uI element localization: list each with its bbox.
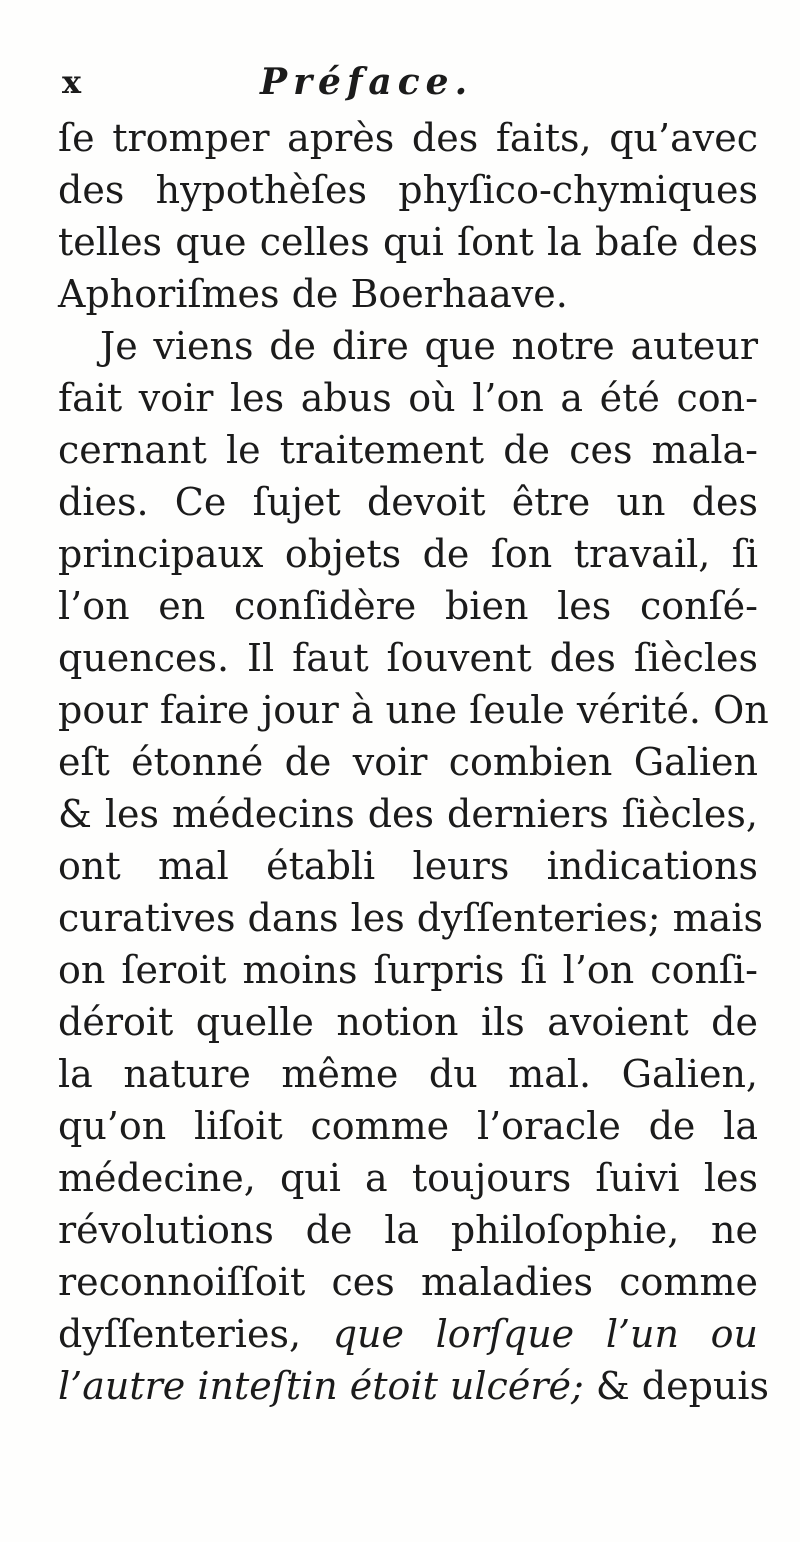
text-line: dies. Ce ſujet devoit être un des <box>58 480 758 524</box>
text-segment: dyſſenteries, <box>58 1312 333 1356</box>
paragraph-start-line: Je viens de dire que notre auteur <box>100 324 758 368</box>
text-line: qu’on liſoit comme l’oracle de la <box>58 1104 758 1148</box>
text-line: principaux objets de ſon travail, ſi <box>58 532 758 576</box>
text-line: on ſeroit moins ſurpris ſi l’on conſi- <box>58 948 758 992</box>
text-line: déroit quelle notion ils avoient de <box>58 1000 758 1044</box>
text-segment: & depuis <box>583 1364 770 1408</box>
text-line: quences. Il faut ſouvent des ſiècles <box>58 636 758 680</box>
text-line: telles que celles qui ſont la baſe des <box>58 220 758 264</box>
text-line: curatives dans les dyſſenteries; mais <box>58 896 763 940</box>
text-line: reconnoiſſoit ces maladies comme <box>58 1260 758 1304</box>
text-line-with-italic <box>58 1360 770 1412</box>
text-line-with-italic <box>58 1308 758 1360</box>
page-header <box>62 62 742 112</box>
text-line: cernant le traitement de ces mala- <box>58 428 758 472</box>
text-line: des hypothèſes phyſico-chymiques <box>58 168 758 212</box>
text-line: ont mal établi leurs indications <box>58 844 758 888</box>
body-text <box>58 112 770 1412</box>
running-title: Préface. <box>260 61 474 103</box>
text-line: Aphoriſmes de Boerhaave. <box>58 272 568 316</box>
text-line: médecine, qui a toujours ſuivi les <box>58 1156 758 1200</box>
italic-quote-segment: l’autre inteſtin étoit ulcéré; <box>58 1364 584 1408</box>
text-line: pour faire jour à une ſeule vérité. On <box>58 688 769 732</box>
text-line: fait voir les abus où l’on a été con- <box>58 376 758 420</box>
text-line: la nature même du mal. Galien, <box>58 1052 758 1096</box>
text-line: eſt étonné de voir combien Galien <box>58 740 758 784</box>
italic-quote-segment: que lorſque l’un ou <box>332 1312 759 1356</box>
text-line: l’on en conſidère bien les conſé- <box>58 584 758 628</box>
text-line: & les médecins des derniers ſiècles, <box>58 792 758 836</box>
page-number: x <box>62 63 82 101</box>
text-line: ſe tromper après des faits, qu’avec <box>58 116 758 160</box>
text-line: révolutions de la philoſophie, ne <box>58 1208 758 1252</box>
